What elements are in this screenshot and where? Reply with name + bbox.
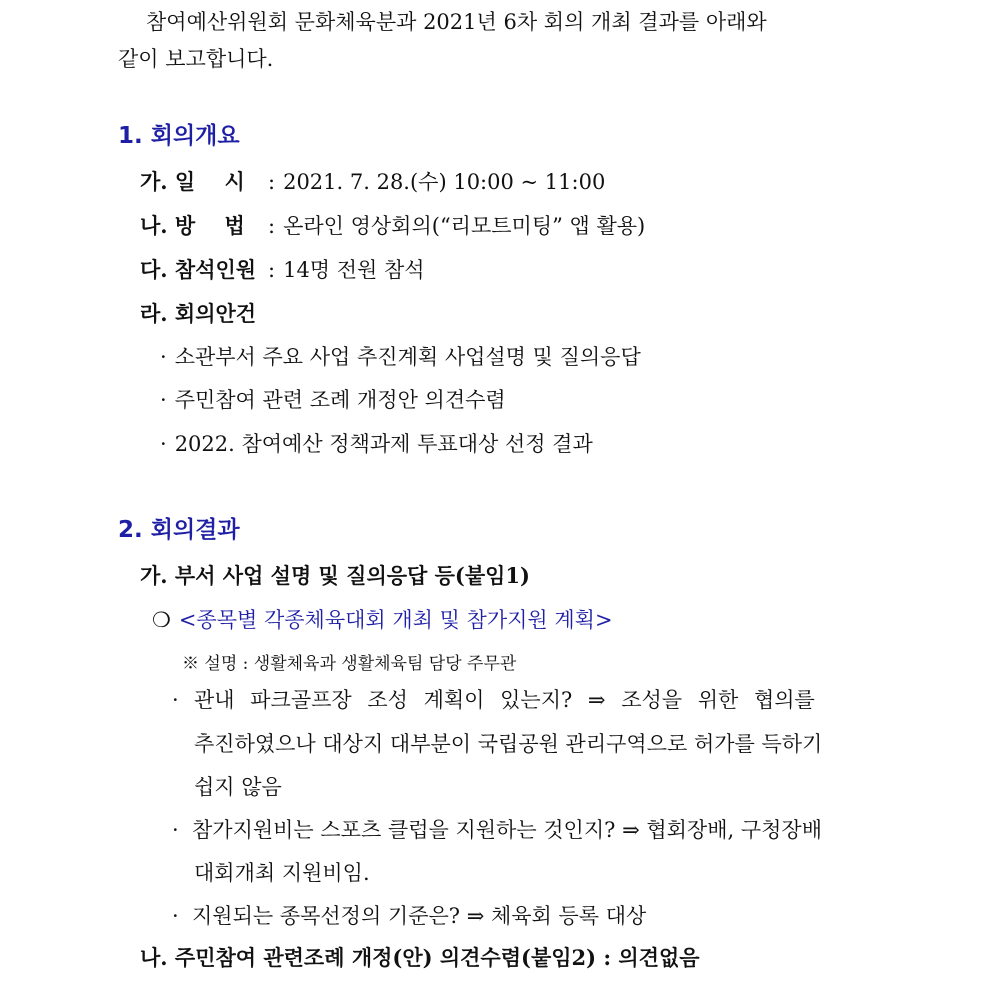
explanation-note: ※ 설명 : 생활체육과 생활체육팀 담당 주무관 — [182, 654, 517, 674]
overview-item-date-key: 가. 일 시 — [140, 169, 245, 194]
agenda-item-text: 2022. 참여예산 정책과제 투표대상 선정 결과 — [174, 432, 593, 456]
qa-1-line-1-text: 관내 파크골프장 조성 계획이 있는지? ⇒ 조성을 위한 협의를 — [194, 688, 815, 712]
circle-item — [152, 606, 613, 634]
overview-item-date-sep: : — [268, 170, 276, 194]
overview-item-date-value: 2021. 7. 28.(수) 10:00 ~ 11:00 — [283, 170, 606, 194]
agenda-item — [160, 386, 506, 414]
qa-3-line-1: 지원되는 종목선정의 기준은? ⇒ 체육회 등록 대상 — [192, 904, 647, 928]
section-2-heading: 2. 회의결과 — [118, 517, 240, 543]
qa-1-line-1 — [194, 686, 872, 714]
overview-item-method-value: 온라인 영상회의(“리모트미팅” 앱 활용) — [283, 214, 646, 238]
circle-bullet-icon: ❍ — [152, 608, 171, 632]
circle-item-text: <종목별 각종체육대회 개최 및 참가지원 계획> — [178, 608, 613, 632]
overview-item-attendance-sep: : — [268, 258, 276, 282]
intro-line-2: 같이 보고합니다. — [118, 47, 274, 71]
agenda-item — [160, 430, 593, 458]
agenda-item — [160, 343, 641, 371]
qa-2-line-1: 참가지원비는 스포츠 클럽을 지원하는 것인지? ⇒ 협회장배, 구청장배 — [192, 818, 822, 842]
bullet-icon: · — [160, 345, 167, 369]
agenda-item-text: 소관부서 주요 사업 추진계획 사업설명 및 질의응답 — [174, 345, 641, 369]
qa-bullet-icon: · — [172, 904, 179, 928]
result-sub-b: 나. 주민참여 관련조례 개정(안) 의견수렴(붙임2) : 의견없음 — [140, 945, 700, 970]
qa-bullet-icon: · — [172, 818, 179, 842]
qa-1-line-2: 추진하였으나 대상지 대부분이 국립공원 관리구역으로 허가를 득하기 — [194, 732, 823, 756]
qa-2-line-2: 대회개최 지원비임. — [194, 861, 370, 885]
overview-item-attendance-value: 14명 전원 참석 — [283, 258, 425, 282]
qa-1-line-3: 쉽지 않음 — [194, 775, 282, 799]
overview-item-attendance-key: 다. 참석인원 — [140, 257, 257, 282]
bullet-icon: · — [160, 432, 167, 456]
agenda-item-text: 주민참여 관련 조례 개정안 의견수렴 — [174, 388, 506, 412]
overview-item-method-key: 나. 방 법 — [140, 213, 245, 238]
result-sub-a: 가. 부서 사업 설명 및 질의응답 등(붙임1) — [140, 563, 530, 588]
overview-item-attendance — [140, 256, 425, 284]
overview-item-date — [140, 168, 605, 196]
intro-line-1: 참여예산위원회 문화체육분과 2021년 6차 회의 개최 결과를 아래와 — [146, 10, 767, 34]
overview-item-method-sep: : — [268, 214, 276, 238]
overview-item-method — [140, 212, 645, 240]
bullet-icon: · — [160, 388, 167, 412]
qa-bullet-icon: · — [172, 688, 179, 712]
agenda-title: 라. 회의안건 — [140, 301, 257, 326]
section-1-heading: 1. 회의개요 — [118, 123, 240, 149]
